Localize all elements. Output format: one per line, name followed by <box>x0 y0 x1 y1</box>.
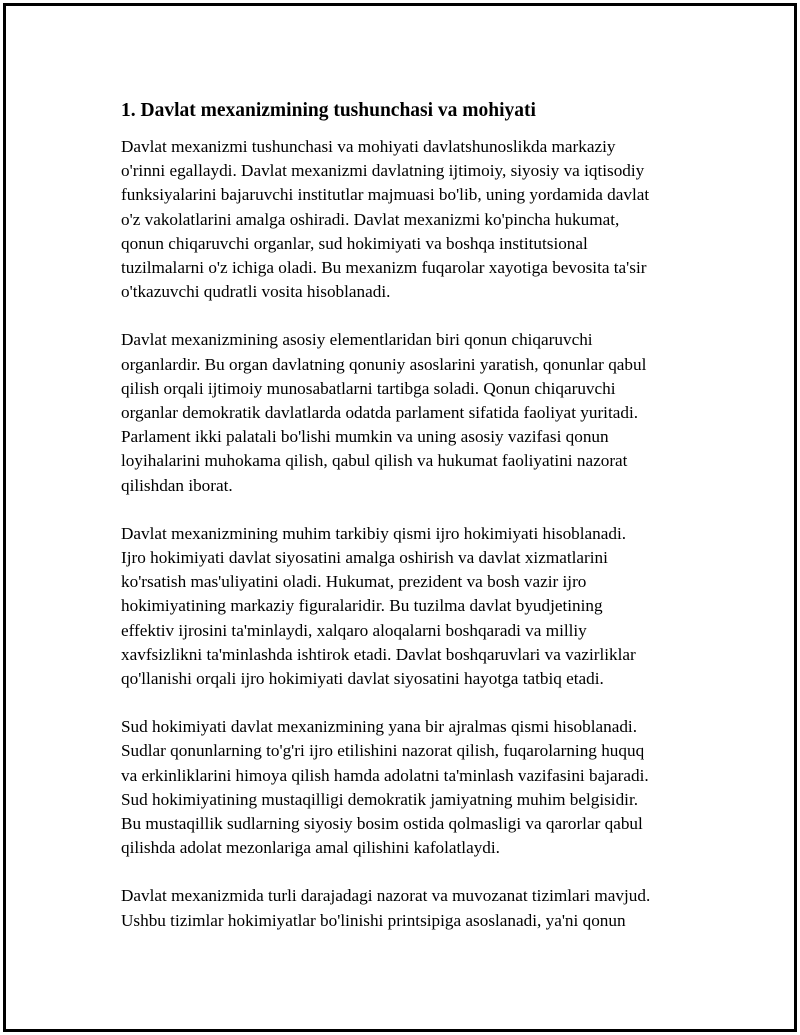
paragraph-2 <box>121 328 711 497</box>
paragraph-4 <box>121 715 711 860</box>
text-line: o'z vakolatlarini amalga oshiradi. Davlat mexanizmi ko'pincha hukumat, <box>121 209 620 229</box>
text-line: qilishdan iborat. <box>121 475 233 495</box>
text-line: Parlament ikki palatali bo'lishi mumkin va uning asosiy vazifasi qonun <box>121 427 609 447</box>
text-line: qilish orqali ijtimoiy munosabatlarni tartibga soladi. Qonun chiqaruvchi <box>121 378 616 398</box>
text-line: qonun chiqaruvchi organlar, sud hokimiyati va boshqa institutsional <box>121 233 588 253</box>
text-line: ko'rsatish mas'uliyatini oladi. Hukumat, prezident va bosh vazir ijro <box>121 572 587 592</box>
text-line: funksiyalarini bajaruvchi institutlar majmuasi bo'lib, uning yordamida davlat <box>121 185 650 205</box>
text-line: loyihalarini muhokama qilish, qabul qilish va hukumat faoliyatini nazorat <box>121 451 628 471</box>
section-heading: 1. Davlat mexanizmining tushunchasi va mohiyati <box>121 100 536 121</box>
text-line: Davlat mexanizmi tushunchasi va mohiyati davlatshunoslikda markaziy <box>121 137 616 156</box>
paragraph-5 <box>121 884 711 932</box>
text-line: hokimiyatining markaziy figuralaridir. Bu tuzilma davlat byudjetining <box>121 596 603 616</box>
text-line: tuzilmalarni o'z ichiga oladi. Bu mexanizm fuqarolar xayotiga bevosita ta'sir <box>121 258 647 278</box>
paragraph-1 <box>121 135 711 304</box>
text-line: Bu mustaqillik sudlarning siyosiy bosim ostida qolmasligi va qarorlar qabul <box>121 814 643 834</box>
text-line: qo'llanishi orqali ijro hokimiyati davlat siyosatini hayotga tatbiq etadi. <box>121 669 604 689</box>
text-line: Sud hokimiyati davlat mexanizmining yana bir ajralmas qismi hisoblanadi. <box>121 717 638 737</box>
text-line: qilishda adolat mezonlariga amal qilishini kafolatlaydi. <box>121 838 500 858</box>
text-line: Ushbu tizimlar hokimiyatlar bo'linishi printsipiga asoslanadi, ya'ni qonun <box>121 910 626 930</box>
text-line: Davlat mexanizmida turli darajadagi nazorat va muvozanat tizimlari mavjud. <box>121 886 651 906</box>
text-line: va erkinliklarini himoya qilish hamda adolatni ta'minlash vazifasini bajaradi. <box>121 765 649 785</box>
document-body <box>121 99 711 957</box>
text-line: organlar demokratik davlatlarda odatda parlament sifatida faoliyat yuritadi. <box>121 403 639 423</box>
text-line: Ijro hokimiyati davlat siyosatini amalga oshirish va davlat xizmatlarini <box>121 548 608 568</box>
text-line: o'rinni egallaydi. Davlat mexanizmi davlatning ijtimoiy, siyosiy va iqtisodiy <box>121 161 645 181</box>
paragraph-3 <box>121 522 711 691</box>
text-line: Sudlar qonunlarning to'g'ri ijro etilishini nazorat qilish, fuqarolarning huquq <box>121 741 645 761</box>
text-line: o'tkazuvchi qudratli vosita hisoblanadi. <box>121 282 391 302</box>
page-frame <box>3 3 797 1032</box>
text-line: Davlat mexanizmining asosiy elementlaridan biri qonun chiqaruvchi <box>121 330 593 350</box>
text-line: effektiv ijrosini ta'minlaydi, xalqaro aloqalarni boshqaradi va milliy <box>121 620 587 640</box>
text-line: Davlat mexanizmining muhim tarkibiy qismi ijro hokimiyati hisoblanadi. <box>121 523 627 543</box>
text-line: xavfsizlikni ta'minlashda ishtirok etadi. Davlat boshqaruvlari va vazirliklar <box>121 644 636 664</box>
text-line: organlardir. Bu organ davlatning qonuniy asoslarini yaratish, qonunlar qabul <box>121 354 647 374</box>
text-line: Sud hokimiyatining mustaqilligi demokratik jamiyatning muhim belgisidir. <box>121 789 639 809</box>
